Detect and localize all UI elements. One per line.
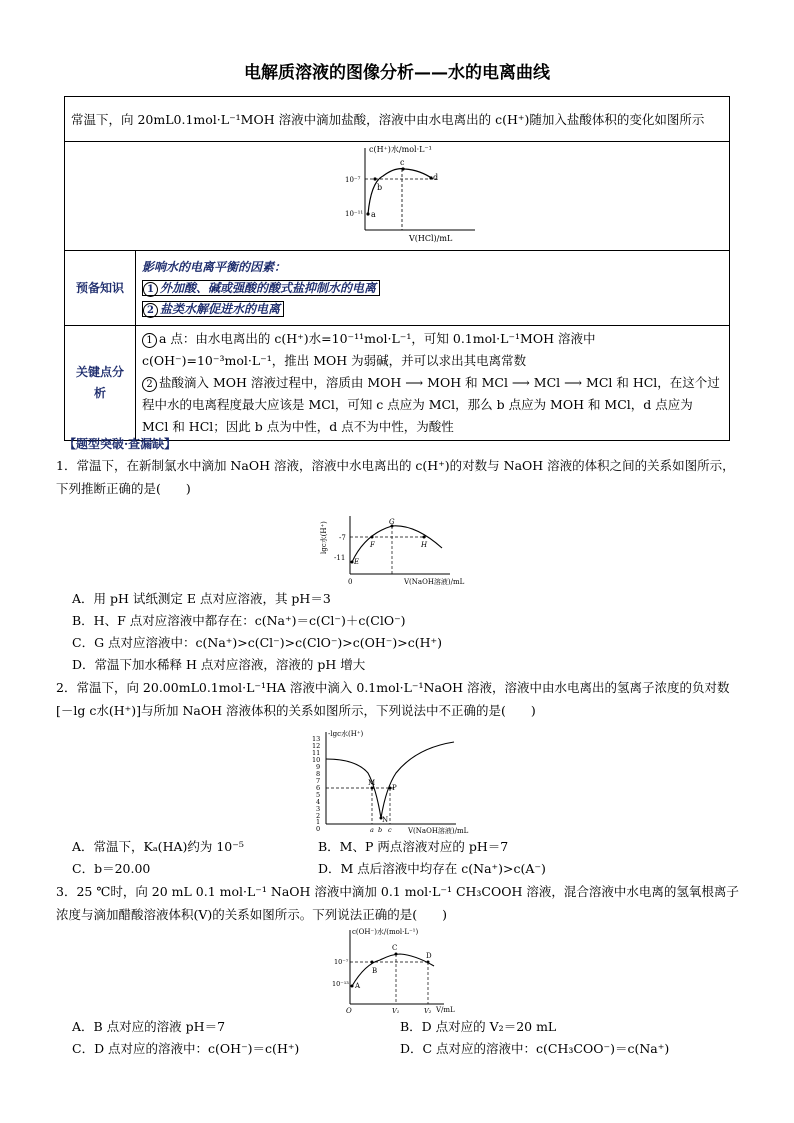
- intro-pt-a: a: [371, 210, 376, 219]
- q3-graph-xlabel: V/mL: [436, 1006, 455, 1014]
- q2-ytick: 4: [316, 798, 321, 806]
- q2-ytick: 9: [316, 763, 321, 771]
- q2-xpt-b: b: [378, 826, 383, 834]
- intro-tick-lo: 10⁻¹¹: [345, 210, 364, 218]
- q1-option-b[interactable]: B．H、F 点对应溶液中都存在：c(Na⁺)＝c(Cl⁻)＋c(ClO⁻): [72, 613, 406, 628]
- q2-graph-ylabel: -lgc水(H⁺): [328, 730, 364, 738]
- q1-graph-ylabel: lgc水(H⁺): [320, 521, 328, 554]
- intro-graph-xlabel: V(HCl)/mL: [409, 234, 453, 243]
- intro-graph: [65, 142, 729, 244]
- q1-option-d[interactable]: D．常温下加水稀释 H 点对应溶液，溶液的 pH 增大: [72, 657, 366, 672]
- q3-option-b[interactable]: B．D 点对应的 V₂＝20 mL: [400, 1019, 557, 1034]
- q2-pt-P: P: [392, 784, 397, 792]
- intro-pt-c: c: [400, 158, 405, 167]
- q3-graph: [320, 924, 480, 1016]
- q2-option-c[interactable]: C．b＝20.00: [72, 861, 151, 876]
- prior-num-2: 2: [143, 303, 158, 318]
- q2-xpt-c: c: [388, 826, 392, 834]
- q1-option-a[interactable]: A．用 pH 试纸测定 E 点对应溶液，其 pH＝3: [72, 591, 331, 606]
- q2-pt-N: N: [382, 816, 389, 824]
- prior-head: 影响水的电离平衡的因素：: [142, 259, 287, 274]
- q3-option-a[interactable]: A．B 点对应的溶液 pH＝7: [72, 1019, 226, 1034]
- q2-ytick: 13: [312, 735, 321, 743]
- prior-label: 预备知识: [65, 251, 136, 326]
- q1-tick-lo: -11: [334, 554, 346, 562]
- q1-pt-G: G: [389, 518, 395, 526]
- q1-graph-xlabel: V(NaOH溶液)/mL: [404, 578, 465, 586]
- key-label: 关键点分析: [65, 326, 136, 441]
- q2-ytick: 10: [312, 756, 321, 764]
- q3-tick-lo: 10⁻¹³: [332, 980, 349, 988]
- prior-num-1: 1: [143, 282, 158, 297]
- q2-ytick: 5: [316, 791, 321, 799]
- intro-text: 常温下，向 20mL0.1mol·L⁻¹MOH 溶液中滴加盐酸，溶液中由水电离出的 c(H⁺)随加入盐酸体积的变化如图所示: [65, 97, 730, 142]
- q2-ytick: 1: [316, 818, 321, 826]
- page-title: 电解质溶液的图像分析——水的电离曲线: [244, 63, 550, 83]
- q1-graph: [310, 512, 490, 588]
- q2-graph: [306, 728, 496, 836]
- q2-ytick: 3: [316, 805, 321, 813]
- q3-xpt-v2: V₂: [424, 1007, 432, 1015]
- q1-pt-F: F: [370, 541, 375, 549]
- q3-pt-C: C: [392, 944, 398, 952]
- q2-ytick: 2: [316, 812, 321, 820]
- q2-ytick: 7: [316, 777, 321, 785]
- key-content: [136, 326, 730, 441]
- intro-graph-cell: [65, 142, 730, 251]
- q3-pt-B: B: [372, 967, 378, 975]
- q3-option-c[interactable]: C．D 点对应的溶液中：c(OH⁻)＝c(H⁺): [72, 1041, 300, 1056]
- summary-table: [64, 96, 730, 441]
- q3-origin: O: [346, 1007, 352, 1015]
- q2-ytick: 0: [316, 825, 321, 833]
- q1-origin: 0: [348, 578, 353, 586]
- q2-option-d[interactable]: D．M 点后溶液中均存在 c(Na⁺)>c(A⁻): [318, 861, 546, 876]
- q1-pt-H: H: [421, 541, 428, 549]
- q2-ytick: 8: [316, 770, 321, 778]
- key-item-2: 盐酸滴入 MOH 溶液过程中，溶质由 MOH ⟶ MOH 和 MCl ⟶ MCl ⟶ MCl 和 HCl，在这个过程中水的电离程度最大应该是 MCl，可知 c 点应为 MCl，那么 b 点应为 MOH 和 MCl，d 点应为 MCl 和 HCl；因此 b 点为中性，d 点不为中性，为酸性: [142, 375, 720, 434]
- q2-stem: 2．常温下，向 20.00mL0.1mol·L⁻¹HA 溶液中滴入 0.1mol·L⁻¹NaOH 溶液，溶液中由水电离出的氢离子浓度的负对数[－lg c水(H⁺)]与所加 NaOH 溶液体积的关系如图所示，下列说法中不正确的是( ): [56, 680, 730, 718]
- intro-tick-hi: 10⁻⁷: [345, 176, 361, 184]
- key-item-1: a 点：由水电离出的 c(H⁺)水=10⁻¹¹mol·L⁻¹，可知 0.1mol·L⁻¹MOH 溶液中 c(OH⁻)=10⁻³mol·L⁻¹，推出 MOH 为弱碱，并可以求出其电离常数: [142, 331, 596, 368]
- q1-pt-E: E: [354, 558, 360, 566]
- prior-content: [136, 251, 730, 326]
- q3-pt-A: A: [355, 982, 361, 990]
- intro-pt-d: d: [433, 173, 439, 182]
- q3-xpt-v1: V₁: [392, 1007, 400, 1015]
- intro-graph-ylabel: c(H⁺)水/mol·L⁻¹: [369, 145, 432, 154]
- q2-ytick: 6: [316, 784, 321, 792]
- q3-option-d[interactable]: D．C 点对应的溶液中：c(CH₃COO⁻)＝c(Na⁺): [400, 1041, 670, 1056]
- q2-pt-M: M: [368, 779, 376, 787]
- section-heading: 【题型突破·查漏缺】: [64, 437, 177, 451]
- q2-option-a[interactable]: A．常温下，Kₐ(HA)约为 10⁻⁵: [72, 839, 244, 854]
- q3-stem: 3．25 ℃时，向 20 mL 0.1 mol·L⁻¹ NaOH 溶液中滴加 0.1 mol·L⁻¹ CH₃COOH 溶液，混合溶液中水电离的氢氧根离子浓度与滴加醋酸溶液体积(V)的关系如图所示。下列说法正确的是( ): [56, 884, 739, 922]
- q3-tick-hi: 10⁻⁷: [334, 958, 349, 966]
- q2-ytick: 12: [312, 742, 321, 750]
- key-num-1: 1: [142, 333, 157, 348]
- q1-stem: 1．常温下，在新制氯水中滴加 NaOH 溶液，溶液中水电离出的 c(H⁺)的对数与 NaOH 溶液的体积之间的关系如图所示，下列推断正确的是( ): [56, 458, 735, 496]
- q2-ytick: 11: [312, 749, 321, 757]
- prior-item-1: 外加酸、碱或强酸的酸式盐抑制水的电离: [160, 280, 377, 295]
- key-num-2: 2: [142, 377, 157, 392]
- q1-option-c[interactable]: C．G 点对应溶液中：c(Na⁺)>c(Cl⁻)>c(ClO⁻)>c(OH⁻)>c(H⁺): [72, 635, 442, 650]
- q2-option-b[interactable]: B．M、P 两点溶液对应的 pH＝7: [318, 839, 509, 854]
- q3-pt-D: D: [426, 952, 432, 960]
- intro-pt-b: b: [377, 183, 383, 192]
- q2-xpt-a: a: [370, 826, 374, 834]
- prior-item-2: 盐类水解促进水的电离: [160, 301, 281, 316]
- q3-graph-ylabel: c(OH⁻)水/(mol·L⁻¹): [352, 928, 419, 936]
- q1-tick-hi: -7: [339, 534, 346, 542]
- q2-graph-xlabel: V(NaOH溶液)/mL: [408, 827, 469, 835]
